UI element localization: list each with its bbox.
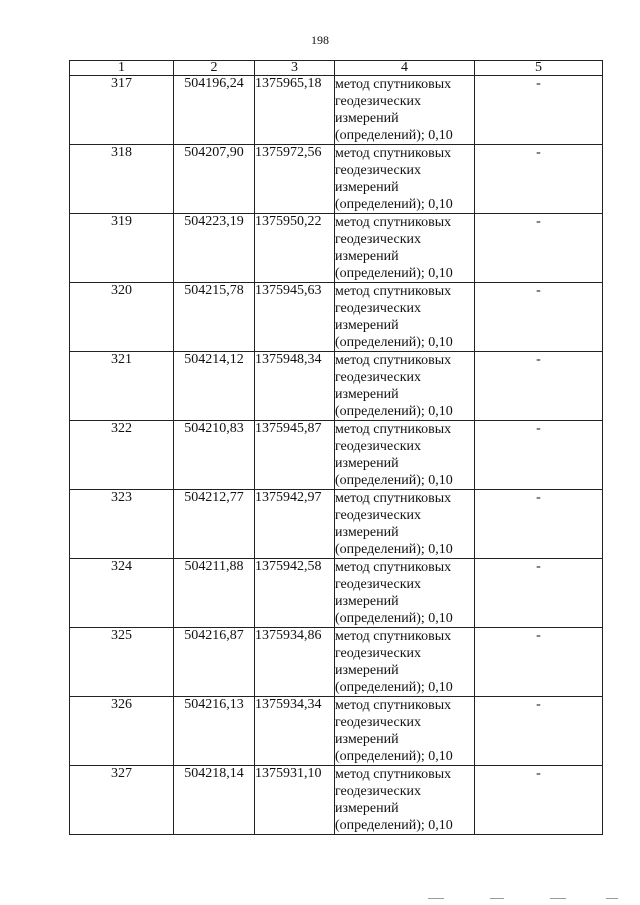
x-coordinate-cell: 504207,90	[174, 145, 255, 214]
method-cell	[335, 421, 475, 490]
method-line: (определений); 0,10	[335, 818, 453, 833]
y-coordinate-cell: 1375934,86	[255, 628, 335, 697]
method-line: измерений	[335, 732, 399, 747]
table-row	[70, 145, 603, 214]
method-line: измерений	[335, 387, 399, 402]
y-coordinate-cell: 1375945,87	[255, 421, 335, 490]
method-line: измерений	[335, 180, 399, 195]
x-coordinate-cell: 504210,83	[174, 421, 255, 490]
note-cell: -	[475, 421, 603, 490]
point-number-cell: 320	[70, 283, 174, 352]
table-row	[70, 283, 603, 352]
method-line: геодезических	[335, 577, 422, 592]
method-line: (определений); 0,10	[335, 335, 453, 350]
method-line: измерений	[335, 249, 399, 264]
x-coordinate-cell: 504214,12	[174, 352, 255, 421]
method-cell	[335, 697, 475, 766]
x-coordinate-cell: 504216,87	[174, 628, 255, 697]
method-line: геодезических	[335, 508, 422, 523]
table-row	[70, 214, 603, 283]
method-line: геодезических	[335, 163, 422, 178]
page-number: 198	[311, 33, 329, 47]
point-number-cell: 327	[70, 766, 174, 835]
method-line: измерений	[335, 594, 399, 609]
scan-artifact-marks	[420, 898, 620, 900]
method-line: метод спутниковых	[335, 146, 452, 161]
method-line: (определений); 0,10	[335, 404, 453, 419]
point-number-cell: 318	[70, 145, 174, 214]
method-line: измерений	[335, 525, 399, 540]
x-coordinate-cell: 504216,13	[174, 697, 255, 766]
method-line: геодезических	[335, 439, 422, 454]
method-line: метод спутниковых	[335, 698, 452, 713]
note-cell: -	[475, 76, 603, 145]
point-number-cell: 322	[70, 421, 174, 490]
note-cell: -	[475, 214, 603, 283]
method-line: геодезических	[335, 232, 422, 247]
note-cell: -	[475, 766, 603, 835]
table-header-row	[70, 61, 603, 76]
y-coordinate-cell: 1375972,56	[255, 145, 335, 214]
column-header-5: 5	[475, 61, 603, 76]
y-coordinate-cell: 1375931,10	[255, 766, 335, 835]
x-coordinate-cell: 504215,78	[174, 283, 255, 352]
method-line: метод спутниковых	[335, 77, 452, 92]
method-cell	[335, 76, 475, 145]
note-cell: -	[475, 559, 603, 628]
column-header-3: 3	[255, 61, 335, 76]
point-number-cell: 325	[70, 628, 174, 697]
method-line: метод спутниковых	[335, 422, 452, 437]
method-line: метод спутниковых	[335, 560, 452, 575]
method-line: геодезических	[335, 715, 422, 730]
y-coordinate-cell: 1375965,18	[255, 76, 335, 145]
method-line: (определений); 0,10	[335, 266, 453, 281]
method-line: измерений	[335, 456, 399, 471]
y-coordinate-cell: 1375942,97	[255, 490, 335, 559]
y-coordinate-cell: 1375950,22	[255, 214, 335, 283]
method-line: метод спутниковых	[335, 353, 452, 368]
point-number-cell: 326	[70, 697, 174, 766]
point-number-cell: 324	[70, 559, 174, 628]
method-line: метод спутниковых	[335, 215, 452, 230]
table-body	[70, 76, 603, 835]
x-coordinate-cell: 504218,14	[174, 766, 255, 835]
method-line: геодезических	[335, 646, 422, 661]
method-line: (определений); 0,10	[335, 680, 453, 695]
method-cell	[335, 490, 475, 559]
note-cell: -	[475, 628, 603, 697]
table-row	[70, 490, 603, 559]
method-line: измерений	[335, 111, 399, 126]
note-cell: -	[475, 697, 603, 766]
method-line: (определений); 0,10	[335, 749, 453, 764]
column-header-4: 4	[335, 61, 475, 76]
method-cell	[335, 352, 475, 421]
method-line: геодезических	[335, 94, 422, 109]
method-line: геодезических	[335, 301, 422, 316]
point-number-cell: 317	[70, 76, 174, 145]
y-coordinate-cell: 1375945,63	[255, 283, 335, 352]
note-cell: -	[475, 283, 603, 352]
method-line: (определений); 0,10	[335, 128, 453, 143]
method-line: метод спутниковых	[335, 629, 452, 644]
method-line: метод спутниковых	[335, 491, 452, 506]
table-row	[70, 766, 603, 835]
x-coordinate-cell: 504223,19	[174, 214, 255, 283]
method-cell	[335, 766, 475, 835]
method-cell	[335, 559, 475, 628]
method-line: измерений	[335, 318, 399, 333]
column-header-1: 1	[70, 61, 174, 76]
y-coordinate-cell: 1375942,58	[255, 559, 335, 628]
note-cell: -	[475, 145, 603, 214]
method-line: (определений); 0,10	[335, 611, 453, 626]
method-line: геодезических	[335, 370, 422, 385]
coordinates-table	[69, 60, 603, 835]
note-cell: -	[475, 490, 603, 559]
point-number-cell: 323	[70, 490, 174, 559]
table-row	[70, 76, 603, 145]
method-line: измерений	[335, 801, 399, 816]
table-row	[70, 352, 603, 421]
method-cell	[335, 283, 475, 352]
column-header-2: 2	[174, 61, 255, 76]
x-coordinate-cell: 504196,24	[174, 76, 255, 145]
table-row	[70, 628, 603, 697]
x-coordinate-cell: 504212,77	[174, 490, 255, 559]
method-cell	[335, 214, 475, 283]
note-cell: -	[475, 352, 603, 421]
method-line: (определений); 0,10	[335, 473, 453, 488]
point-number-cell: 321	[70, 352, 174, 421]
method-line: геодезических	[335, 784, 422, 799]
y-coordinate-cell: 1375948,34	[255, 352, 335, 421]
table-row	[70, 421, 603, 490]
method-cell	[335, 145, 475, 214]
method-line: (определений); 0,10	[335, 197, 453, 212]
table-row	[70, 697, 603, 766]
method-cell	[335, 628, 475, 697]
method-line: метод спутниковых	[335, 284, 452, 299]
point-number-cell: 319	[70, 214, 174, 283]
method-line: метод спутниковых	[335, 767, 452, 782]
table-row	[70, 559, 603, 628]
y-coordinate-cell: 1375934,34	[255, 697, 335, 766]
x-coordinate-cell: 504211,88	[174, 559, 255, 628]
method-line: (определений); 0,10	[335, 542, 453, 557]
method-line: измерений	[335, 663, 399, 678]
